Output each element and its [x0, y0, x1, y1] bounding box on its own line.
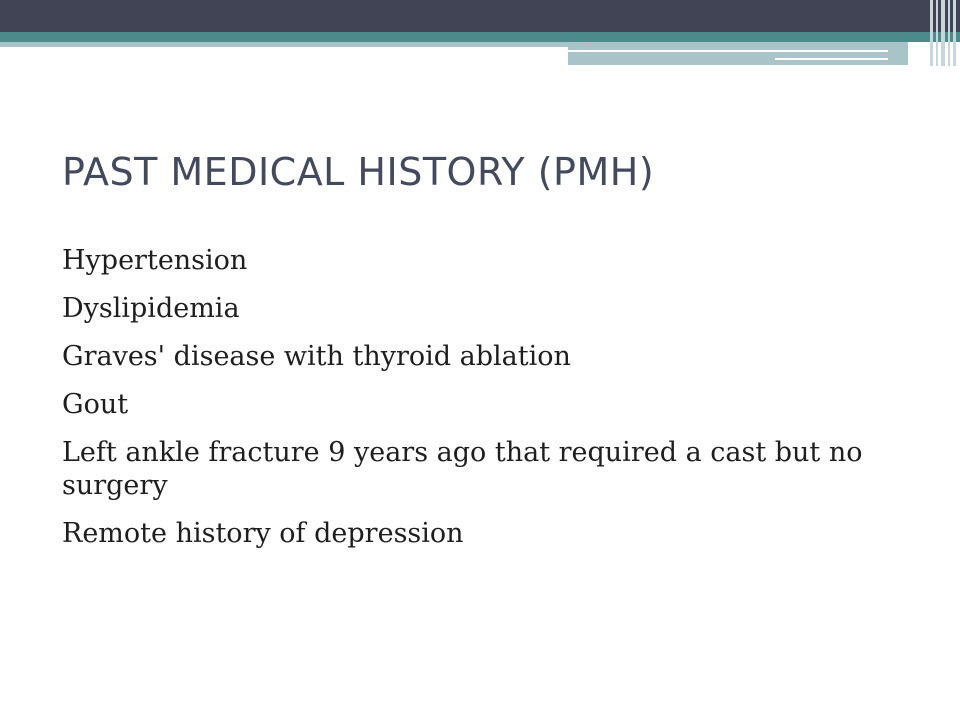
header-band-light-right [568, 42, 908, 65]
header-stripe [941, 0, 945, 66]
pmh-list [62, 244, 902, 565]
header-band-teal [0, 32, 960, 42]
header-band-dark [0, 0, 960, 32]
header-stripe [936, 0, 938, 66]
header-stripes [926, 0, 960, 66]
pmh-item-dyslipidemia: Dyslipidemia [62, 293, 240, 324]
header-stripe [953, 0, 956, 66]
header-divider-line-short [775, 58, 888, 60]
header-divider-line [568, 50, 888, 52]
pmh-item-depression: Remote history of depression [62, 518, 464, 549]
header-band-light-left [0, 42, 568, 47]
header-stripe [930, 0, 933, 66]
pmh-item-ankle-fracture: Left ankle fracture 9 years ago that required a cast but no surgery [62, 437, 863, 501]
header-stripe [948, 0, 950, 66]
pmh-item-hypertension: Hypertension [62, 245, 248, 276]
slide-title: PAST MEDICAL HISTORY (PMH) [62, 150, 655, 194]
pmh-item-gout: Gout [62, 389, 129, 420]
pmh-item-graves-disease: Graves' disease with thyroid ablation [62, 341, 571, 372]
